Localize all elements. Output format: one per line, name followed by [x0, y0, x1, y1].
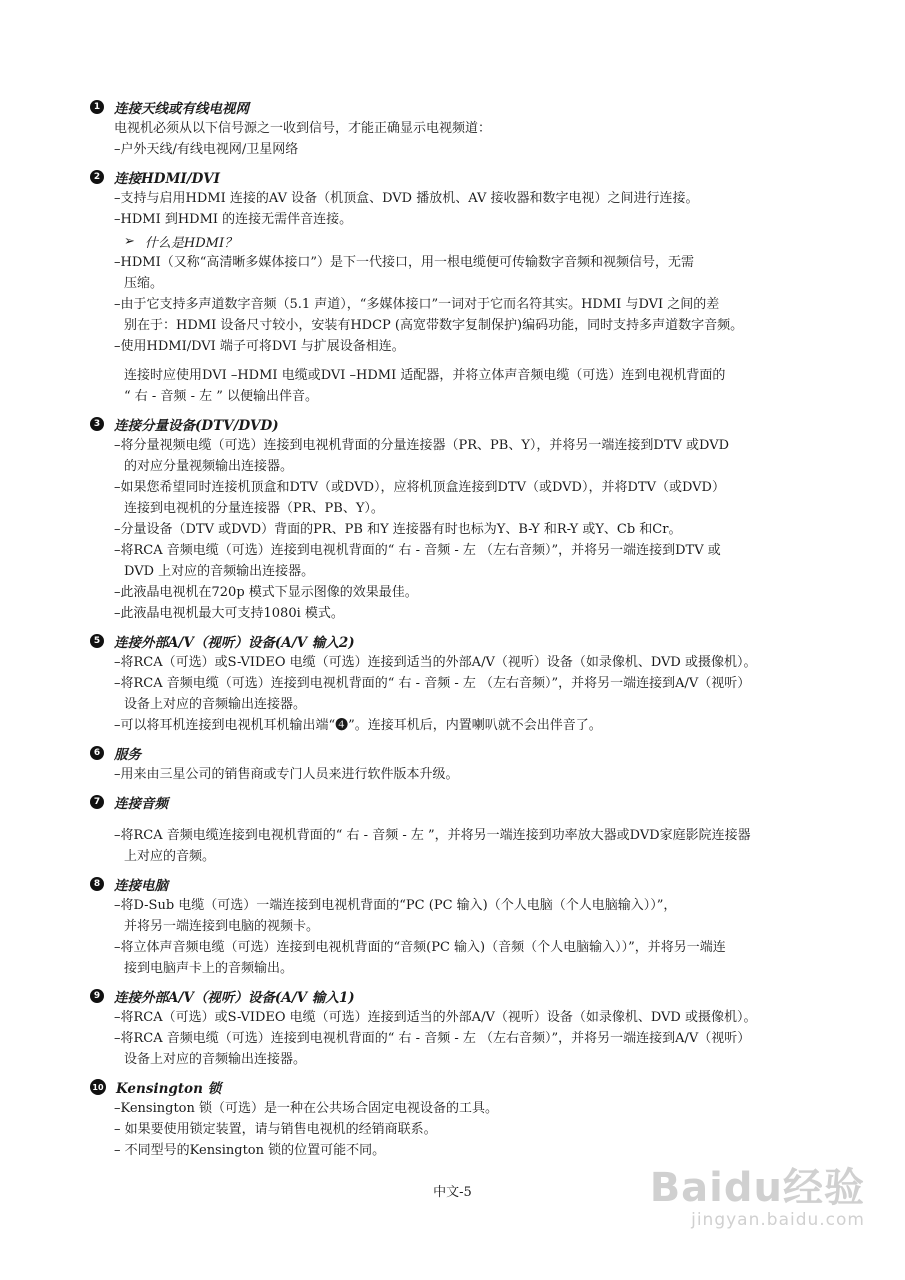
text-line: 接到电脑声卡上的音频输出。: [124, 961, 294, 976]
section-title: 连接外部A/V（视听）设备(A/V 输入2): [114, 635, 355, 651]
arrow-icon: ➢: [124, 233, 135, 249]
section-number-badge: 5: [90, 634, 104, 648]
text-line: 上对应的音频。: [124, 849, 216, 864]
text-line: –将立体声音频电缆（可选）连接到电视机背面的“音频(PC 输入)（音频（个人电脑输入））”，并将另一端连: [114, 940, 726, 955]
text-line: – 如果要使用锁定装置，请与销售电视机的经销商联系。: [114, 1122, 437, 1137]
text-line: –此液晶电视机在720p 模式下显示图像的效果最佳。: [114, 585, 418, 600]
text-line: –将RCA（可选）或S-VIDEO 电缆（可选）连接到适当的外部A/V（视听）设备（如录像机、DVD 或摄像机）。: [114, 655, 757, 670]
text-line: 设备上对应的音频输出连接器。: [124, 1052, 307, 1067]
text-line: 别在于：HDMI 设备尺寸较小，安装有HDCP (高宽带数字复制保护)编码功能，同时支持多声道数字音频。: [124, 318, 744, 333]
section-title: 连接外部A/V（视听）设备(A/V 输入1): [114, 990, 355, 1006]
baidu-watermark: [650, 1166, 865, 1230]
page-number: 中文-5: [433, 1185, 472, 1200]
text-line: 并将另一端连接到电脑的视频卡。: [124, 919, 320, 934]
section-number-badge: 1: [90, 100, 104, 114]
text-line: 电视机必须从以下信号源之一收到信号，才能正确显示电视频道：: [114, 121, 492, 136]
section-antenna: [90, 96, 820, 160]
section-title: 连接天线或有线电视网: [114, 101, 249, 117]
text-line: –将分量视频电缆（可选）连接到电视机背面的分量连接器（PR、PB、Y），并将另一端连接到DTV 或DVD: [114, 438, 730, 453]
text-line: –将RCA 音频电缆连接到电视机背面的“ 右 - 音频 - 左 ”，并将另一端连接到功率放大器或DVD家庭影院连接器: [114, 828, 751, 843]
text-line: [90, 813, 820, 825]
section-av-input-1: [90, 985, 820, 1070]
section-kensington: [90, 1076, 820, 1161]
text-line: –可以将耳机连接到电视机耳机输出端“❹”。连接耳机后，内置喇叭就不会出伴音了。: [114, 718, 602, 733]
text-line: –支持与启用HDMI 连接的AV 设备（机顶盒、DVD 播放机、AV 接收器和数字电视）之间进行连接。: [114, 191, 699, 206]
text-line: –由于它支持多声道数字音频（5.1 声道），“多媒体接口”一词对于它而名符其实。HDMI 与DVI 之间的差: [114, 297, 720, 312]
text-line: –Kensington 锁（可选）是一种在公共场合固定电视设备的工具。: [114, 1101, 499, 1116]
section-number-badge: 6: [90, 746, 104, 760]
text-line: –HDMI（又称“高清晰多媒体接口”）是下一代接口，用一根电缆便可传输数字音频和视频信号，无需: [114, 255, 694, 270]
section-hdmi-dvi: [90, 166, 820, 407]
text-line: –此液晶电视机最大可支持1080i 模式。: [114, 606, 344, 621]
text-line: –HDMI 到HDMI 的连接无需伴音连接。: [114, 212, 353, 227]
text-line: –将RCA 音频电缆（可选）连接到电视机背面的“ 右 - 音频 - 左 （左右音频）”，并将另一端连接到A/V（视听）: [114, 676, 751, 691]
section-audio: [90, 791, 820, 867]
section-component: [90, 413, 820, 624]
text-line: 压缩。: [124, 276, 164, 291]
text-line: –使用HDMI/DVI 端子可将DVI 与扩展设备相连。: [114, 339, 405, 354]
text-line: – 不同型号的Kensington 锁的位置可能不同。: [114, 1143, 386, 1158]
text-line: 连接到电视机的分量连接器（PR、PB、Y）。: [124, 501, 384, 516]
document-body: [90, 96, 820, 1167]
section-number-badge: 10: [90, 1079, 106, 1095]
section-number-badge: 2: [90, 170, 104, 184]
text-line: –户外天线/有线电视网/卫星网络: [114, 142, 299, 157]
text-line: –将RCA 音频电缆（可选）连接到电视机背面的“ 右 - 音频 - 左 （左右音频）”，并将另一端连接到A/V（视听）: [114, 1031, 751, 1046]
text-line: –用来由三星公司的销售商或专门人员来进行软件版本升级。: [114, 767, 459, 782]
text-line: –分量设备（DTV 或DVD）背面的PR、PB 和Y 连接器有时也标为Y、B-Y 和R-Y 或Y、Cb 和Cr。: [114, 522, 682, 537]
subheading-text: 什么是HDMI？: [144, 235, 238, 251]
section-title: 服务: [114, 747, 141, 763]
section-title: Kensington 锁: [116, 1081, 222, 1097]
text-line: 的对应分量视频输出连接器。: [124, 459, 294, 474]
section-title: 连接HDMI/DVI: [114, 171, 220, 187]
section-number-badge: 7: [90, 795, 104, 809]
section-service: [90, 742, 820, 785]
text-line: 连接时应使用DVI –HDMI 电缆或DVI –HDMI 适配器，并将立体声音频电缆（可选）连到电视机背面的: [124, 368, 726, 383]
watermark-url: jingyan.baidu.com: [691, 1210, 865, 1230]
section-av-input-2: [90, 630, 820, 736]
section-pc: [90, 873, 820, 979]
text-line: –将RCA（可选）或S-VIDEO 电缆（可选）连接到适当的外部A/V（视听）设备（如录像机、DVD 或摄像机）。: [114, 1010, 757, 1025]
text-line: –将RCA 音频电缆（可选）连接到电视机背面的“ 右 - 音频 - 左 （左右音频）”，并将另一端连接到DTV 或: [114, 543, 721, 558]
text-line: –将D-Sub 电缆（可选）一端连接到电视机背面的“PC (PC 输入)（个人电脑（个人电脑输入））”，: [114, 898, 677, 913]
watermark-brand: Baidu经验: [649, 1165, 865, 1211]
text-line: “ 右 - 音频 - 左 ” 以便输出伴音。: [124, 389, 319, 404]
text-line: DVD 上对应的音频输出连接器。: [124, 564, 315, 579]
subheading: [90, 230, 820, 252]
section-title: 连接分量设备(DTV/DVD): [114, 418, 279, 434]
section-number-badge: 9: [90, 989, 104, 1003]
text-line: 设备上对应的音频输出连接器。: [124, 697, 307, 712]
text-line: –如果您希望同时连接机顶盒和DTV（或DVD），应将机顶盒连接到DTV（或DVD），并将DTV（或DVD）: [114, 480, 725, 495]
section-title: 连接音频: [114, 796, 168, 812]
section-title: 连接电脑: [114, 878, 168, 894]
section-number-badge: 3: [90, 417, 104, 431]
section-number-badge: 8: [90, 877, 104, 891]
